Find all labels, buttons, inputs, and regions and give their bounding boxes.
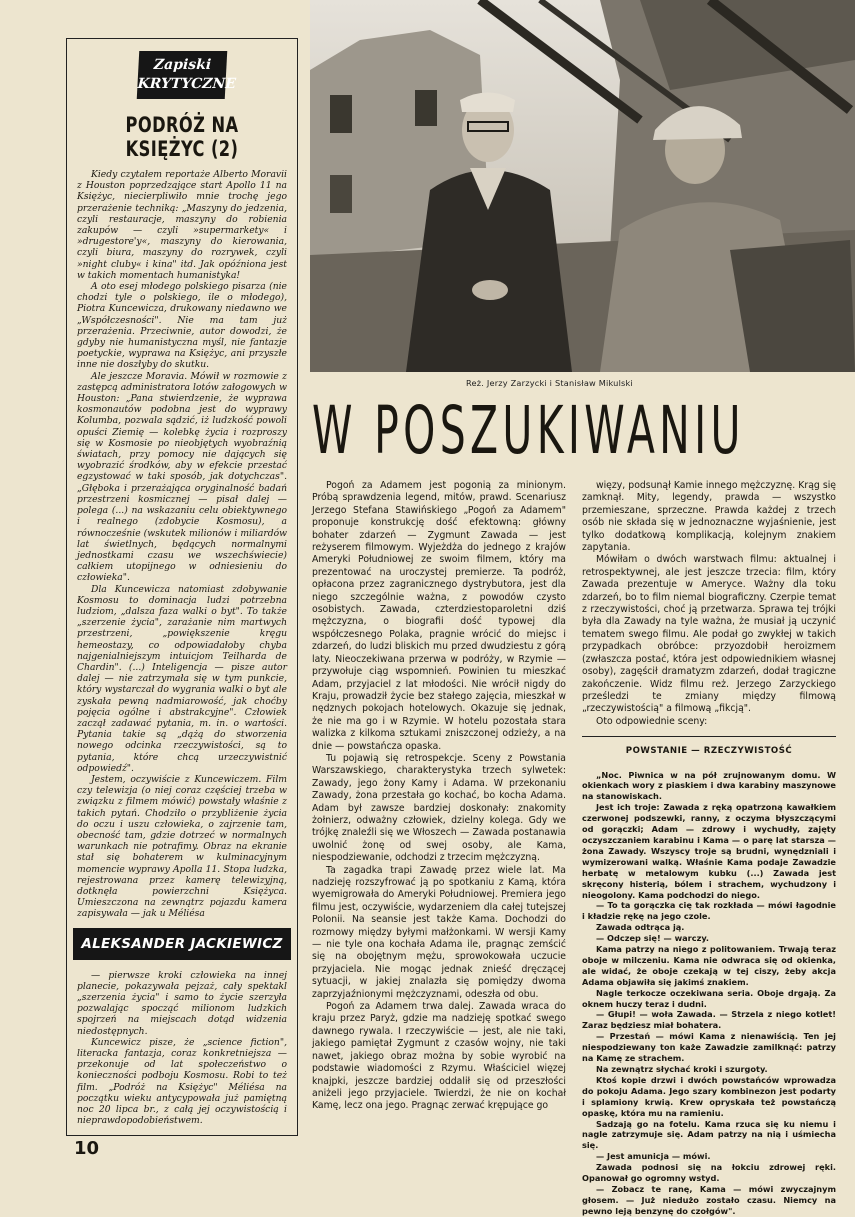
scene-paragraph: Sadzają go na fotelu. Kama rzuca się ku niemu i nagle zatrzymuje się. Adam patrzy na nią i uśmiecha się. <box>582 1118 836 1151</box>
column-paragraph: — pierwsze kroki człowieka na innej planecie, pokazywała pejzaż, cały spektakl „szerzenia życia" i samo to życie szerzyła pozwalając spocząć milionom ludzkich spojrzeń na miejscach dotąd widzenia niedostępnych. <box>77 969 287 1037</box>
page-number: 10 <box>74 1138 100 1159</box>
photo-caption: Reż. Jerzy Zarzycki i Stanisław Mikulski <box>466 378 633 388</box>
article-paragraph: Tu pojawią się retrospekcje. Sceny z Powstania Warszawskiego, charakterystyka trzech sylwetek: Zawady, jego żony Kamy i Adama. W przekonaniu Zawady, żona przestała go kochać, bo kocha Adama. Adam był zawsze bardziej doskonały: znakomity żołnierz, odważny człowiek, dzielny kolega. Gdy we trójkę znaleźli się we Włoszech — Zawada postanawia uwolnić żonę od swej osoby, ale Kama, niespodziewanie, odchodzi z trzecim mężczyzną. <box>312 752 566 864</box>
scene-paragraph: Zawada podnosi się na łokciu zdrowej ręki. Opanował go ogromny wstyd. <box>582 1162 836 1184</box>
scene-title: POWSTANIE — RZECZYWISTOŚĆ <box>625 746 793 757</box>
column-paragraph: Ale jeszcze Moravia. Mówił w rozmowie z zastępcą administratora lotów załogowych w Houston: „Pana stwierdzenie, że wyprawa kosmonautów podobna jest do wyprawy Kolumba, pozwala sądzić, iż ludzkość powoli opuści Ziemię — kolebkę życia i rozproszy się w Kosmosie po nieobjętych wyobraźnią światach, przy pomocy nie dających się wyobrazić środków, aby w efekcie przestać egzystować w taki sposób, jak dotychczas". „Głęboka i przerażająca oryginalność badań przestrzeni kosmicznej — pisał dalej — polega (...) na wskazaniu celu obiektywnego i realnego (zdobycie Kosmosu), a równocześnie (wskutek milionów i miliardów lat świetlnych, będących normalnymi jednostkami czasu we wszechświecie) całkiem utopijnego w odniesieniu do człowieka". <box>77 370 287 584</box>
scene-paragraph: Ktoś kopie drzwi i dwóch powstańców wprowadza do pokoju Adama. Jego szary kombinezon jest podarty i splamiony krwią. Krew opryskała też powstańczą opaskę, która mu na ramieniu. <box>582 1074 836 1118</box>
scene-paragraph: Zawada odtrąca ją. <box>596 922 685 933</box>
photo-illustration <box>310 0 855 372</box>
article-paragraph: Pogoń za Adamem jest pogonią za minionym. Próbą sprawdzenia legend, mitów, prawd. Scenariusz Jerzego Stefana Stawińskiego „Pogoń za Adamem" proponuje konstrukcję dość efektowną: główny bohater zdarzeń — Zygmunt Zawada — jest reżyserem filmowym. Wyjeżdża do jednego z krajów Ameryki Południowej ze swoim filmem, który ma prezentować na uroczystej premierze. Ta podróż, opłacona przez zagranicznego dystrybutora, jest dla niego szczególnie ważna, z powodów czysto osobistych. Zawada, czterdziestoparoletni dziś mężczyzna, o biografii dość typowej dla współczesnego Polaka, pragnie wrócić do miejsc i zdarzeń, do ludzi bliskich mu przed dwudziestu z górą laty. Nieoczekiwana przerwa w podróży, w Rzymie — przywołuje ciąg wspomnień. Powinien tu mieszkać Adam, przyjaciel z lat młodości. Nie wrócił nigdy do Kraju, prowadził życie bez stałego zajęcia, mieszkał w nędznych pokojach hotelowych. Okazuje się jednak, że nie ma go i w Rzymie. W hotelu pozostała stara walizka z kilkoma sztukami zniszczonej odzieży, a na dnie — powstańcza opaska. <box>312 480 566 752</box>
scene-text <box>582 770 836 1217</box>
column-title: PODRÓŻ NA KSIĘŻYC (2) <box>125 113 239 161</box>
scene-paragraph: — Odczep się! — warczy. <box>596 933 710 944</box>
scene-paragraph: Kama patrzy na niego z politowaniem. Trwają teraz oboje w milczeniu. Kama nie odwraca się od okienka, ale widać, że oboje czekają w tej ciszy, żeby akcja Adama objawiła się jakimś znakiem. <box>582 944 836 987</box>
scene-paragraph: — Przestań — mówi Kama z nienawiścią. Ten jej niespodziewany ton każe Zawadzie zamilknąć: patrzy na Kamę ze strachem. <box>582 1031 836 1064</box>
article-column-1 <box>312 480 566 1113</box>
column-paragraph: Kiedy czytałem reportaże Alberto Moravii z Houston poprzedzające start Apollo 11 na Księżyc, niecierpliwiło mnie trochę jego przerażenie techniką: „Maszyny do jedzenia, czyli restauracje, maszyny do robienia zakupów — czyli »supermarkety« i »drugestore'y«, maszyny do kierowania, czyli biura, maszyny do rozrywek, czyli »night cluby« i kina" itd. Jak opóźniona jest w takich momentach humanistyka! <box>77 169 287 281</box>
column-body-top <box>77 169 287 920</box>
column-logo <box>137 51 237 99</box>
article-headline: W POSZUKIWANIU <box>312 392 745 469</box>
article-column-2 <box>582 480 836 1217</box>
column-paragraph: Dla Kuncewicza natomiast zdobywanie Kosmosu to dominacja ludzi potrzebna ludziom, „dalsza faza walki o byt". To także „szerzenie życia", zarażanie nim martwych przestrzeni, „powiększenie kręgu hemeostazy, co odpowiadałoby chyba najgenialniejszym intuicjom Teilharda de Chardin". (...) Inteligencja — pisze autor dalej — nie zatrzymała się w tym punkcie, który wystarczał do wygrania walki o byt ale zyskała pewną nadmiarowość, jak choćby pojęcia ogólne i abstrakcyjne". Człowiek zaczął zadawać pytania, m. in. o wartości. Pytania takie są „dążą do stworzenia nowego odcinka rzeczywistości, są to pytania, które chcą urzeczywistnić odpowiedź". <box>77 583 287 774</box>
scene-paragraph: — Jest amunicja — mówi. <box>596 1151 711 1162</box>
scene-paragraph: Nagle terkocze oczekiwana seria. Oboje drgają. Za oknem huczy teraz i dudni. <box>582 987 836 1009</box>
logo-line-2: KRYTYCZNE <box>137 76 237 92</box>
article-paragraph: więzy, podsunął Kamie innego mężczyznę. Krąg się zamknął. Mity, legendy, prawda — wszystko przemieszane, sprzeczne. Prawda każdej z trzech osób nie składa się w jednoznaczne wyjaśnienie, jest tylko dodatkową komplikacją, kolejnym znakiem zapytania. <box>582 480 836 554</box>
article-paragraph: Oto odpowiednie sceny: <box>596 715 708 727</box>
film-still-photo <box>310 0 855 372</box>
scene-excerpt <box>582 736 836 1217</box>
scene-paragraph: — Zobacz te ranę, Kama — mówi zwyczajnym głosem. — Już niedużo zostało czasu. Niemcy na pewno leją benzynę do czołgów". <box>582 1183 836 1216</box>
scene-paragraph: Na zewnątrz słychać kroki i szurgoty. <box>596 1064 768 1074</box>
scene-paragraph: — To ta gorączka cię tak rozkłada — mówi łagodnie i kładzie rękę na jego czole. <box>582 900 836 922</box>
column-paragraph: Jestem, oczywiście z Kuncewiczem. Film czy telewizja (o niej coraz częściej trzeba w związku z filmem mówić) powstały właśnie z takich pytań. Chodziło o przybliżenie życia do oczu i uszu człowieka, o zajrzenie tam, obecność tam, gdzie dotrzeć w normalnych warunkach nie potrafimy. Obraz na ekranie stał się bohaterem w kulminacyjnym momencie wyprawy Apolla 11. Stopa ludzka, rejestrowana przez kamerę telewizyjną, dotknęła powierzchni Księżyca. Umieszczona na zewnątrz pojazdu kamera zapisywała — jak u Méliésa <box>77 773 287 920</box>
column-body-bottom <box>77 970 287 1127</box>
author-name: ALEKSANDER JACKIEWICZ <box>73 928 291 960</box>
scene-paragraph: Jest ich troje: Zawada z ręką opatrzoną kawałkiem czerwonej podszewki, ranny, z oczyma błyszczącymi od gorączki; Adam — zdrowy i wychudły, zajęty oczyszczaniem karabinu i Kama — o parę lat starsza — żona Zawady. Wszyscy troje są brudni, wynędzniali i wymizerowani walką. Właśnie Kama podaje Zawadzie herbatę w metalowym kubku (...) Zawada jest skręcony histerią, bólem i strachem, wychudzony i nieogolony. Kama podchodzi do niego. <box>582 802 836 900</box>
logo-line-1: Zapiski <box>153 57 212 73</box>
critic-notes-column <box>66 38 298 1136</box>
scene-paragraph: „Noc. Piwnica w na pół zrujnowanym domu. W okienkach wory z piaskiem i dwa karabiny maszynowe na stanowiskach. <box>582 769 836 802</box>
article-paragraph: Mówiłam o dwóch warstwach filmu: aktualnej i retrospektywnej, ale jest jeszcze trzecia: film, który Zawada prezentuje w Ameryce. Ważny dla toku zdarzeń, bo to film niemal biograficzny. Czerpie temat z rzeczywistości, choć ją przetwarza. Sprawa tej trójki była dla Zawady na tyle ważna, że musiał ją uczynić tematem swego filmu. Ale podał go zwykłej w takich przypadkach obróbce: przyozdobił heroizmem (zwłaszcza postać, która jest odpowiednikiem własnej osoby), zagęścił dramatyzm zdarzeń, dodał tragiczne zakończenie. Widz filmu reż. Jerzego Zarzyckiego prześledzi te zmiany między filmową „rzeczywistością" a filmową „fikcją". <box>582 554 836 715</box>
column-paragraph: A oto esej młodego polskiego pisarza (nie chodzi tyle o polskiego, ile o młodego), Piotra Kuncewicza, drukowany niedawno we „Współczesności". Nie ma tam już przerażenia. Przeciwnie, autor dowodzi, że gdyby nie humanistyczna myśl, nie fantazje poetyckie, wyprawa na Księżyc, ani przyszłe inne nie doszłyby do skutku. <box>77 281 287 371</box>
article-paragraph: Pogoń za Adamem trwa dalej. Zawada wraca do kraju przez Paryż, gdzie ma nadzieję spotkać swego dawnego rywala. I rzeczywiście — jest, ale nie taki, jakiego pamiętał Zygmunt z czasów wojny, nie taki nawet, jakiego obraz można by sobie wyrobić na podstawie wiadomości z Rzymu. Właściciel więzej knajpki, jeszcze bardziej oddalił się od przeszłości aniżeli jego przyjaciele. Twierdzi, że nie on kochał Kamę, lecz ona jego. Pragnąc zerwać krępujące go <box>312 1001 566 1112</box>
column-paragraph: Kuncewicz pisze, że „science fiction", literacka fantazja, coraz konkretniejsza — przekonuje od lat społeczeństwo o konieczności podboju Kosmosu. Robi to też film. „Podróż na Księżyc" Méliésa na początku wieku antycypowała już pamiętną noc 20 lipca br., z całą jej oczywistością i nieprawdopodobieństwem. <box>77 1036 287 1127</box>
article-paragraph: Ta zagadka trapi Zawadę przez wiele lat. Ma nadzieję rozszyfrować ją po spotkaniu z Kamą, która wyemigrowała do Ameryki Południowej. Premiera jego filmu jest, oczywiście, wydarzeniem dla całej tutejszej Polonii. Na seansie jest także Kama. Dochodzi do rozmowy między byłymi małżonkami. W wersji Kamy — nie tyle ona kochała Adama ile, pragnąc zemścić się na obojętnym mężu, sprowokowała uczucie przyjaciela. Nie mogąc jednak znieść dręczącej sytuacji, w jakiej znalazła się pomiędzy dwoma zaprzyjaźnionymi mężczyznami, odeszła od obu. <box>312 864 566 1000</box>
scene-paragraph: — Głupi! — woła Zawada. — Strzela z niego kotlet! Zaraz będziesz miał bohatera. <box>582 1009 836 1031</box>
